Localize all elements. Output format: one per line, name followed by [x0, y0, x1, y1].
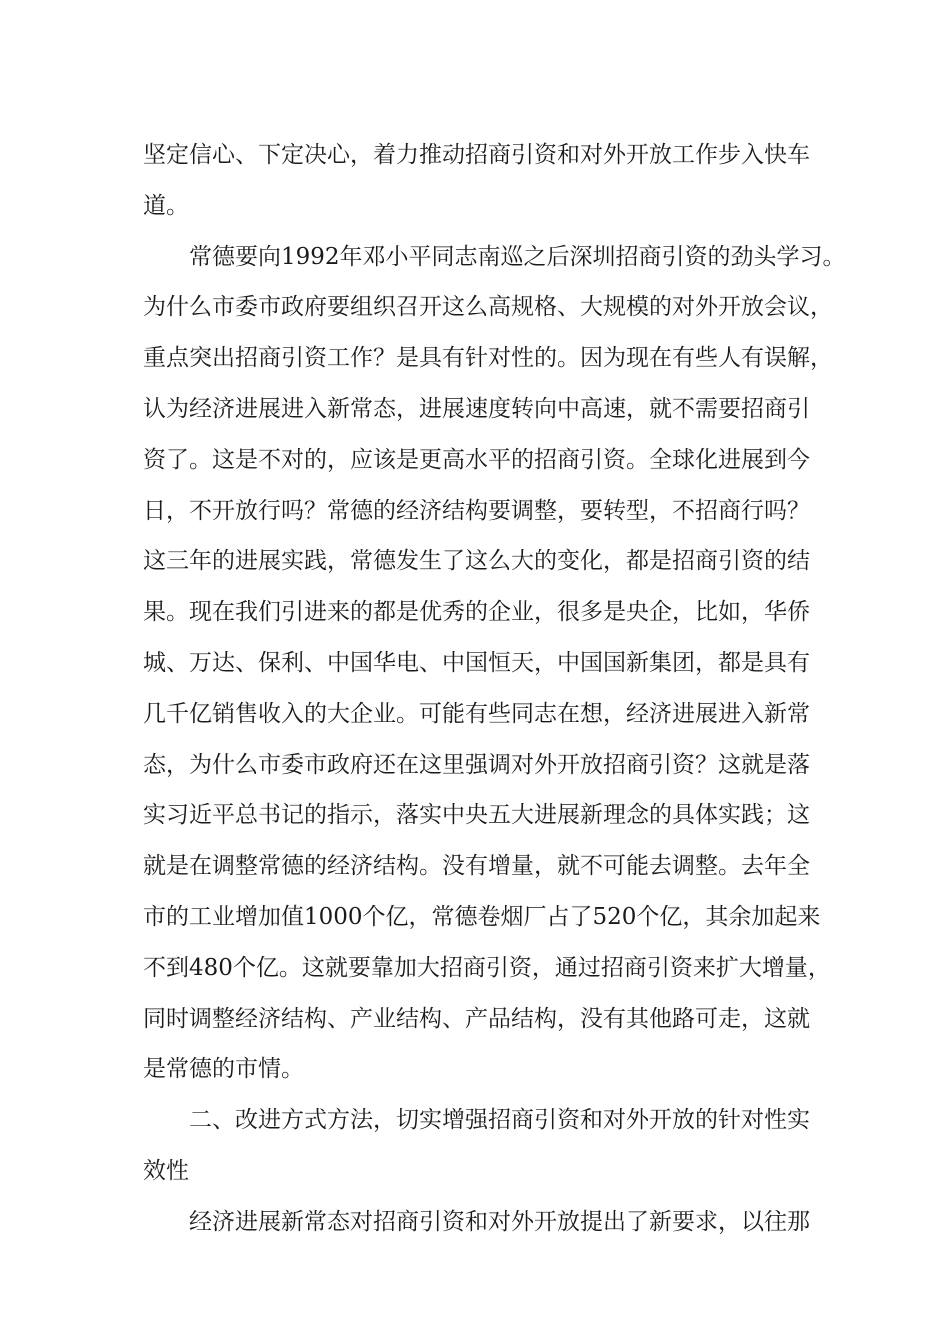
paragraph-start-line: 常德要向1992年邓小平同志南巡之后深圳招商引资的劲头学习。: [189, 243, 846, 270]
text-line: 日，不开放行吗？常德的经济结构要调整，要转型，不招商行吗？: [143, 497, 810, 524]
text-line: 坚定信心、下定决心，着力推动招商引资和对外开放工作步入快车: [143, 142, 810, 168]
text-line: 资了。这是不对的，应该是更高水平的招商引资。全球化进展到今: [143, 446, 810, 473]
text-line: 就是在调整常德的经济结构。没有增量，就不可能去调整。去年全: [143, 853, 810, 880]
text-line: 几千亿销售收入的大企业。可能有些同志在想，经济进展进入新常: [143, 700, 810, 727]
text-line: 果。现在我们引进来的都是优秀的企业，很多是央企，比如，华侨: [143, 599, 810, 626]
section-heading-line: 效性: [143, 1157, 189, 1184]
paragraph-start-line: 经济进展新常态对招商引资和对外开放提出了新要求，以往那: [189, 1208, 810, 1235]
text-line: 态，为什么市委市政府还在这里强调对外开放招商引资？这就是落: [143, 751, 810, 778]
text-line: 实习近平总书记的指示，落实中央五大进展新理念的具体实践；这: [143, 802, 810, 829]
section-heading-line: 二、改进方式方法，切实增强招商引资和对外开放的针对性实: [189, 1107, 810, 1134]
text-line: 这三年的进展实践，常德发生了这么大的变化，都是招商引资的结: [143, 548, 810, 575]
text-line: 城、万达、保利、中国华电、中国恒天，中国国新集团，都是具有: [143, 649, 810, 676]
text-line: 为什么市委市政府要组织召开这么高规格、大规模的对外开放会议，: [143, 294, 833, 321]
text-line: 市的工业增加值1000个亿，常德卷烟厂占了520个亿，其余加起来: [143, 903, 821, 930]
text-line: 是常德的市情。: [143, 1056, 304, 1083]
text-line: 重点突出招商引资工作？是具有针对性的。因为现在有些人有误解，: [143, 345, 833, 372]
text-line: 道。: [143, 192, 189, 219]
text-line: 同时调整经济结构、产业结构、产品结构，没有其他路可走，这就: [143, 1005, 810, 1032]
text-line: 不到480个亿。这就要靠加大招商引资，通过招商引资来扩大增量，: [143, 954, 831, 981]
text-line: 认为经济进展进入新常态，进展速度转向中高速，就不需要招商引: [143, 395, 810, 422]
body-text: [143, 130, 846, 1248]
